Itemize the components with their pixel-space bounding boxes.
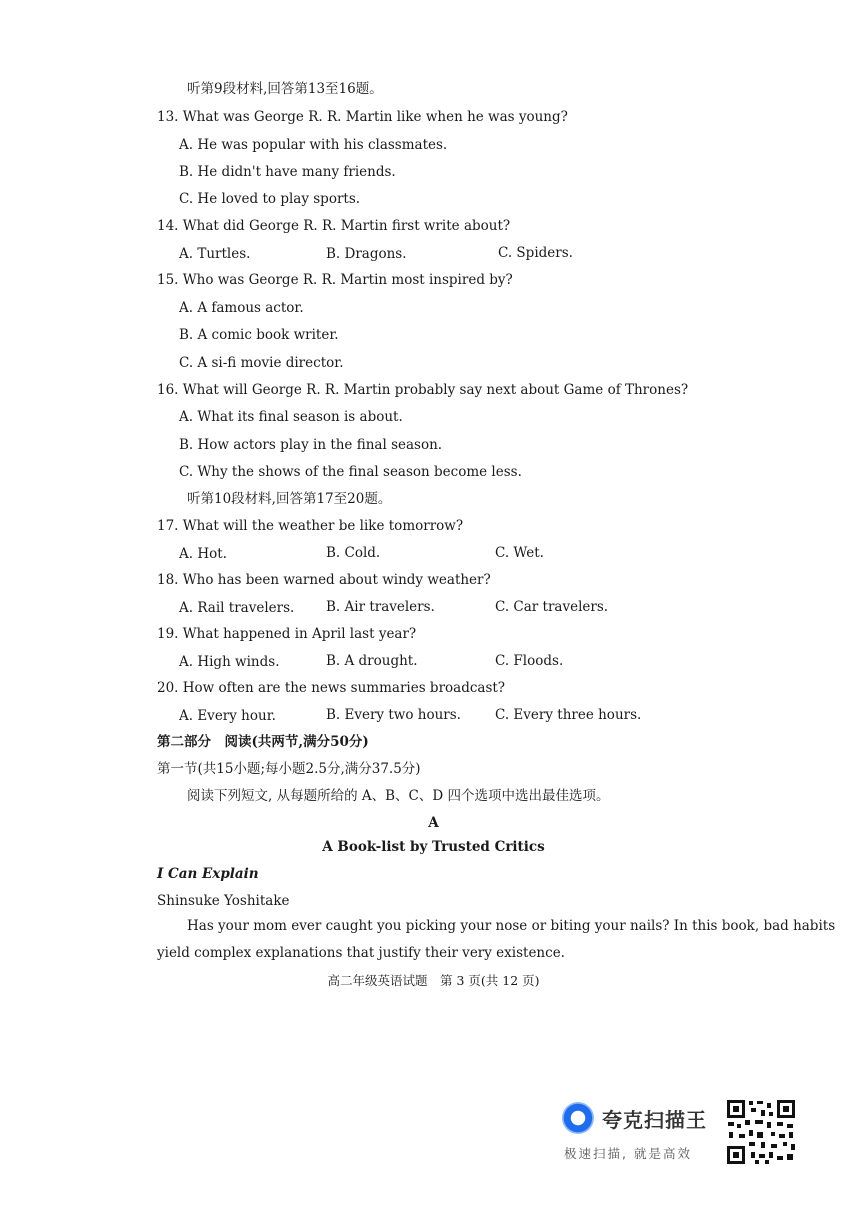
question-16-option-c: C. Why the shows of the final season become less. [179, 464, 522, 480]
quark-logo-icon [562, 1102, 594, 1134]
question-17-stem: 17. What will the weather be like tomorrow? [157, 518, 464, 534]
question-15-stem: 15. Who was George R. R. Martin most inspired by? [157, 272, 513, 288]
question-17-option-b: B. Cold. [326, 545, 381, 561]
watermark-title: 夸克扫描王 [602, 1108, 707, 1132]
question-18-option-a: A. Rail travelers. [179, 600, 295, 616]
question-14-option-b: B. Dragons. [326, 246, 407, 262]
passage-title: A Book-list by Trusted Critics [322, 839, 545, 855]
passage-letter: A [428, 815, 439, 831]
question-13-option-a: A. He was popular with his classmates. [179, 137, 448, 153]
question-16-option-b: B. How actors play in the final season. [179, 437, 443, 453]
question-18-option-b: B. Air travelers. [326, 599, 435, 615]
question-17-option-a: A. Hot. [179, 546, 227, 562]
question-15-option-b: B. A comic book writer. [179, 327, 339, 343]
reading-instruction: 阅读下列短文, 从每题所给的 A、B、C、D 四个选项中选出最佳选项。 [187, 788, 610, 804]
qr-code-icon [725, 1098, 797, 1166]
question-20-option-a: A. Every hour. [179, 708, 276, 724]
question-20-stem: 20. How often are the news summaries broadcast? [157, 680, 506, 696]
part-two-heading: 第二部分 阅读(共两节,满分50分) [157, 734, 369, 750]
book-description-line-2: yield complex explanations that justify their very existence. [157, 945, 565, 961]
question-19-option-b: B. A drought. [326, 653, 418, 669]
question-20-option-b: B. Every two hours. [326, 707, 461, 723]
scanner-watermark [562, 1098, 802, 1168]
watermark-subtitle: 极速扫描, 就是高效 [564, 1146, 692, 1161]
question-15-option-a: A. A famous actor. [179, 300, 304, 316]
book-author: Shinsuke Yoshitake [157, 893, 290, 909]
question-18-stem: 18. Who has been warned about windy weather? [157, 572, 491, 588]
question-13-option-b: B. He didn't have many friends. [179, 164, 396, 180]
listening-intro-9: 听第9段材料,回答第13至16题。 [187, 81, 383, 97]
question-15-option-c: C. A si-fi movie director. [179, 355, 344, 371]
question-13-stem: 13. What was George R. R. Martin like when he was young? [157, 109, 568, 125]
book-title: I Can Explain [157, 866, 259, 882]
page-footer: 高二年级英语试题 第 3 页(共 12 页) [327, 973, 540, 988]
question-19-option-c: C. Floods. [495, 653, 564, 669]
question-13-option-c: C. He loved to play sports. [179, 191, 361, 207]
question-16-stem: 16. What will George R. R. Martin probably say next about Game of Thrones? [157, 382, 689, 398]
section-one-heading: 第一节(共15小题;每小题2.5分,满分37.5分) [157, 761, 421, 777]
question-14-stem: 14. What did George R. R. Martin first write about? [157, 218, 511, 234]
question-14-option-c: C. Spiders. [498, 245, 573, 261]
question-19-option-a: A. High winds. [179, 654, 280, 670]
question-16-option-a: A. What its final season is about. [179, 409, 403, 425]
question-19-stem: 19. What happened in April last year? [157, 626, 417, 642]
question-18-option-c: C. Car travelers. [495, 599, 609, 615]
listening-intro-10: 听第10段材料,回答第17至20题。 [187, 491, 392, 507]
question-14-option-a: A. Turtles. [179, 246, 251, 262]
question-17-option-c: C. Wet. [495, 545, 544, 561]
book-description-line-1: Has your mom ever caught you picking your nose or biting your nails? In this book, bad habits [187, 918, 836, 934]
question-20-option-c: C. Every three hours. [495, 707, 642, 723]
